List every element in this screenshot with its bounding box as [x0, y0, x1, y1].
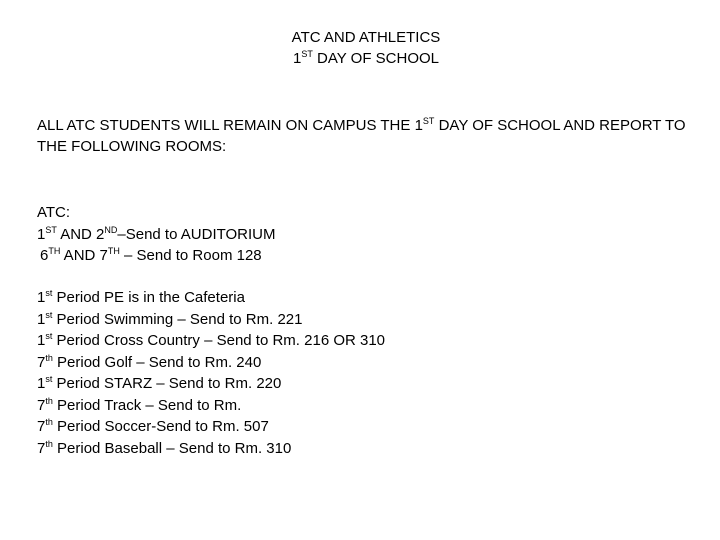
atc-line-2-a-suffix: TH: [48, 246, 61, 256]
page-title: ATC AND ATHLETICS: [291, 29, 441, 46]
atc-line-1-c: –Send to AUDITORIUM: [117, 225, 276, 243]
period-text: Period Swimming – Send to Rm. 221: [52, 310, 303, 328]
list-item: [37, 287, 697, 309]
atc-line-1-a-suffix: ST: [45, 224, 57, 235]
period-number: 1: [37, 332, 46, 349]
list-item: [37, 395, 697, 417]
list-item: [37, 309, 697, 331]
period-number: 1: [37, 289, 46, 306]
list-item: [37, 416, 697, 438]
period-number: 7: [37, 418, 46, 435]
period-text: Period Golf – Send to Rm. 240: [52, 353, 262, 371]
period-suffix: th: [45, 438, 53, 449]
period-suffix: st: [45, 374, 53, 384]
period-suffix: st: [45, 331, 53, 341]
intro-text-part1: ALL ATC STUDENTS WILL REMAIN ON CAMPUS THE 1: [37, 117, 423, 134]
period-list: [37, 287, 697, 459]
period-suffix: th: [45, 352, 53, 363]
atc-line-1-b: AND 2: [56, 225, 105, 243]
period-text: Period Track – Send to Rm.: [52, 396, 242, 414]
atc-section: [37, 202, 697, 267]
atc-label: ATC:: [37, 204, 71, 221]
period-number: 7: [37, 353, 46, 371]
list-item: [37, 373, 697, 395]
atc-line-2-a: 6: [40, 247, 49, 264]
period-number: 1: [37, 310, 46, 328]
list-item: [37, 438, 697, 460]
period-number: 1: [37, 375, 46, 392]
list-item: [37, 330, 697, 352]
period-suffix: st: [45, 309, 53, 320]
atc-line-1: [37, 224, 697, 246]
period-suffix: th: [45, 395, 53, 406]
period-text: Period STARZ – Send to Rm. 220: [52, 375, 282, 392]
intro-text-part2: DAY OF SCHOOL AND REPORT TO THE FOLLOWING ROOMS:: [37, 117, 686, 155]
list-item: [37, 352, 697, 374]
period-text: Period Soccer-Send to Rm. 507: [52, 418, 269, 435]
period-text: Period Cross Country – Send to Rm. 216 OR 310: [52, 332, 386, 349]
period-number: 7: [37, 396, 46, 414]
atc-line-2-b: AND 7: [60, 247, 108, 264]
period-number: 7: [37, 439, 46, 457]
period-suffix: st: [45, 288, 53, 298]
atc-line-2: [37, 245, 697, 267]
intro-paragraph: [37, 115, 697, 157]
subtitle-text: DAY OF SCHOOL: [312, 50, 439, 67]
atc-line-2-b-suffix: TH: [107, 246, 120, 256]
atc-line-1-b-suffix: ND: [104, 224, 118, 235]
period-text: Period PE is in the Cafeteria: [52, 289, 245, 306]
page-subtitle: [0, 48, 720, 69]
period-text: Period Baseball – Send to Rm. 310: [52, 439, 292, 457]
subtitle-suffix: ST: [301, 49, 313, 59]
atc-line-2-c: – Send to Room 128: [119, 247, 262, 264]
subtitle-number: 1: [293, 50, 302, 67]
title-block: [0, 27, 720, 69]
period-suffix: th: [45, 417, 53, 427]
atc-line-1-a: 1: [37, 225, 46, 243]
intro-suffix: ST: [422, 116, 435, 126]
